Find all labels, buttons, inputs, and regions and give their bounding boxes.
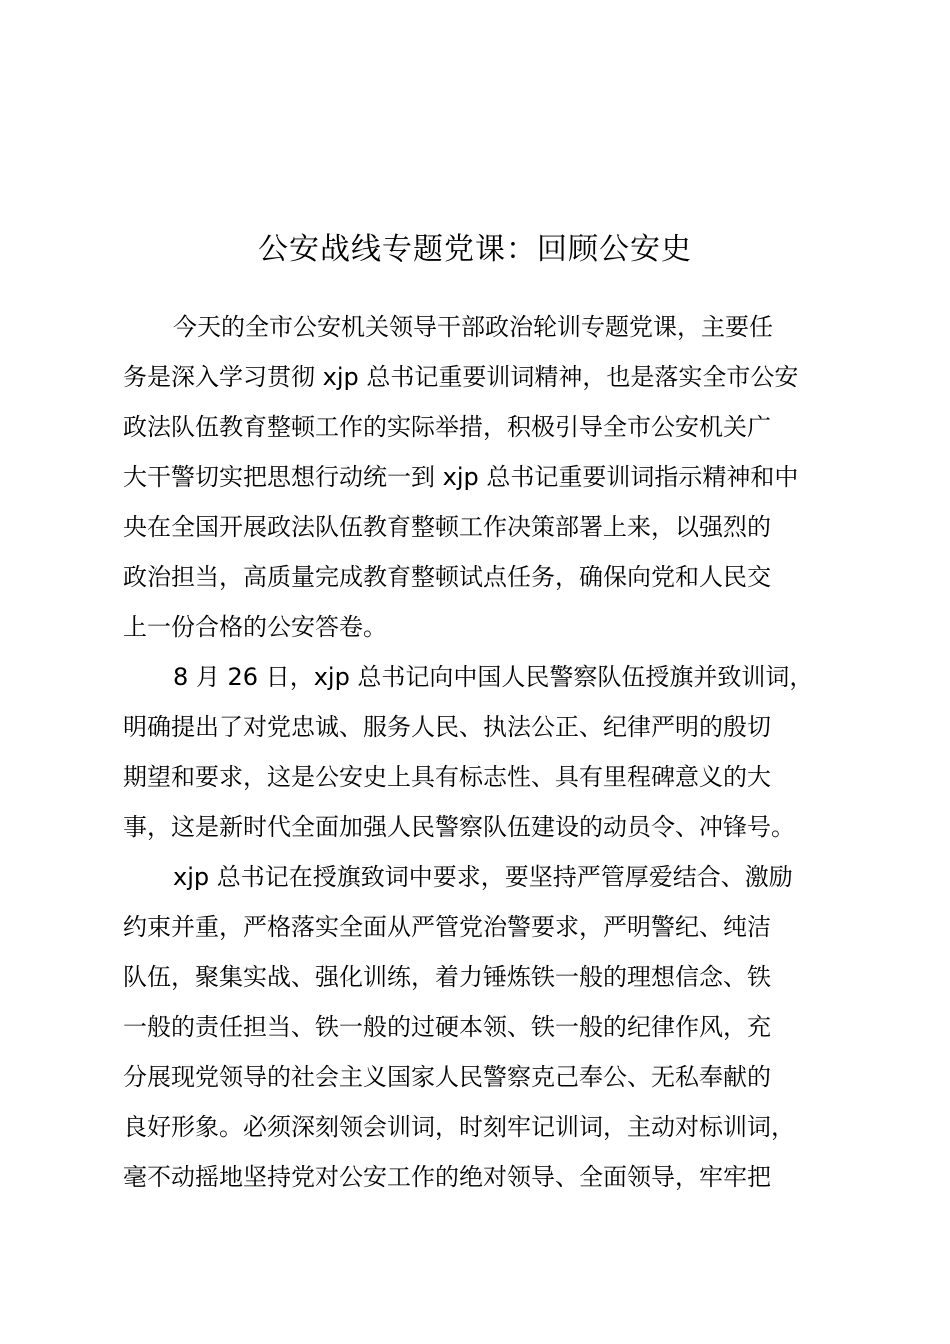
paragraph-3-line-1: xjp 总书记在授旗致词中要求，要坚持严管厚爱结合、激励 — [173, 863, 793, 891]
paragraph-3-line-3: 队伍，聚集实战、强化训练，着力锤炼铁一般的理想信念、铁 — [123, 963, 771, 991]
paragraph-1-line-6: 政治担当，高质量完成教育整顿试点任务，确保向党和人民交 — [123, 563, 771, 591]
paragraph-3-line-5: 分展现党领导的社会主义国家人民警察克己奉公、无私奉献的 — [123, 1063, 771, 1091]
paragraph-3-line-4: 一般的责任担当、铁一般的过硬本领、铁一般的纪律作风，充 — [123, 1013, 771, 1041]
paragraph-1-line-5: 央在全国开展政法队伍教育整顿工作决策部署上来，以强烈的 — [123, 513, 771, 541]
paragraph-1-line-7: 上一份合格的公安答卷。 — [123, 613, 387, 641]
document-body — [123, 302, 883, 1202]
paragraph-1-line-2: 务是深入学习贯彻 xjp 总书记重要训词精神，也是落实全市公安 — [123, 363, 799, 391]
paragraph-2-line-4: 事，这是新时代全面加强人民警察队伍建设的动员令、冲锋号。 — [123, 813, 795, 841]
paragraph-1-line-4: 大干警切实把思想行动统一到 xjp 总书记重要训词指示精神和中 — [123, 463, 799, 491]
paragraph-2-line-1: 8 月 26 日，xjp 总书记向中国人民警察队伍授旗并致训词， — [173, 663, 814, 691]
paragraph-3-line-6: 良好形象。必须深刻领会训词，时刻牢记训词，主动对标训词， — [123, 1113, 795, 1141]
paragraph-1-line-3: 政法队伍教育整顿工作的实际举措，积极引导全市公安机关广 — [123, 413, 771, 441]
document-title: 公安战线专题党课：回顾公安史 — [258, 232, 692, 267]
paragraph-3-line-7: 毫不动摇地坚持党对公安工作的绝对领导、全面领导，牢牢把 — [123, 1163, 771, 1191]
paragraph-2-line-3: 期望和要求，这是公安史上具有标志性、具有里程碑意义的大 — [123, 763, 771, 791]
paragraph-2-line-2: 明确提出了对党忠诚、服务人民、执法公正、纪律严明的殷切 — [123, 713, 771, 741]
paragraph-1-line-1: 今天的全市公安机关领导干部政治轮训专题党课，主要任 — [173, 313, 773, 341]
paragraph-3-line-2: 约束并重，严格落实全面从严管党治警要求，严明警纪、纯洁 — [123, 913, 771, 941]
